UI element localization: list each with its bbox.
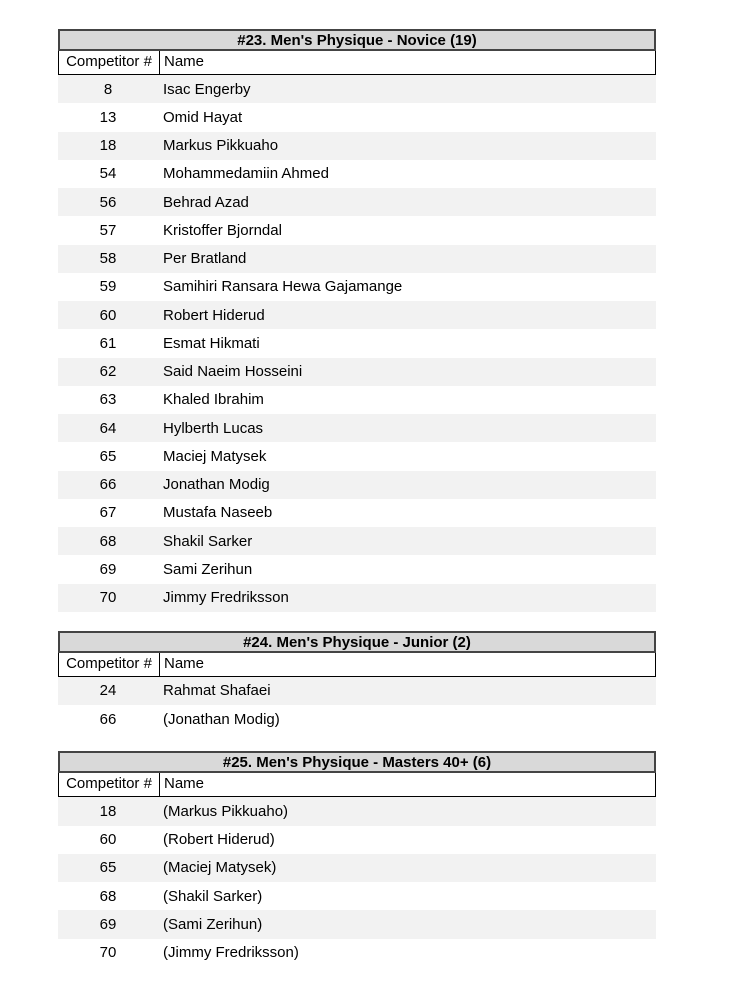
category-section-25 [58,751,656,967]
table-row [58,273,656,301]
table-row [58,677,656,705]
table-row [58,442,656,470]
table-row [58,386,656,414]
category-title: #25. Men's Physique - Masters 40+ (6) [58,751,656,773]
competitor-number: 69 [99,560,117,578]
table-row [58,910,656,938]
competitor-list-page [58,29,656,985]
competitor-number: 66 [99,710,117,728]
table-row [58,555,656,583]
competitor-name: Behrad Azad [163,193,249,211]
competitor-number: 8 [103,80,113,98]
table-row [58,132,656,160]
competitor-number: 70 [99,589,117,607]
competitor-number: 54 [99,165,117,183]
column-header-row [58,653,656,677]
competitor-name: Maciej Matysek [163,447,267,465]
competitor-number: 56 [99,193,117,211]
table-row [58,414,656,442]
competitor-name: Sami Zerihun [163,560,253,578]
competitor-number: 60 [99,306,117,324]
competitor-name: Kristoffer Bjorndal [163,221,282,239]
column-header-row [58,773,656,797]
competitor-name: Robert Hiderud [163,306,265,324]
table-row [58,103,656,131]
competitor-name: (Sami Zerihun) [163,915,263,933]
column-header-row [58,51,656,75]
competitor-rows [58,797,656,967]
name-header: Name [164,53,205,70]
name-header: Name [164,654,205,672]
category-title: #23. Men's Physique - Novice (19) [58,29,656,51]
table-row [58,160,656,188]
competitor-number-header: Competitor # [59,51,160,74]
competitor-number: 67 [99,504,117,522]
competitor-number: 68 [99,887,117,905]
competitor-rows [58,677,656,734]
competitor-number: 58 [99,250,117,268]
competitor-name: Jonathan Modig [163,476,270,494]
competitor-number: 62 [99,363,117,381]
competitor-number-header: Competitor # [59,773,160,796]
competitor-name: (Jonathan Modig) [163,710,280,728]
competitor-number: 18 [99,137,117,155]
competitor-number: 61 [99,334,117,352]
competitor-name: Shakil Sarker [163,532,253,550]
table-row [58,471,656,499]
table-row [58,216,656,244]
competitor-name: (Markus Pikkuaho) [163,802,289,820]
competitor-name: (Jimmy Fredriksson) [163,944,299,962]
category-title: #24. Men's Physique - Junior (2) [58,631,656,653]
competitor-number: 13 [99,108,117,126]
competitor-number: 66 [99,476,117,494]
competitor-number: 65 [99,447,117,465]
competitor-name: (Shakil Sarker) [163,887,263,905]
competitor-number: 70 [99,944,117,962]
competitor-number: 24 [99,682,117,700]
competitor-name: Mohammedamiin Ahmed [163,165,329,183]
table-row [58,854,656,882]
table-row [58,499,656,527]
competitor-name: Hylberth Lucas [163,419,264,437]
name-header: Name [164,775,205,793]
table-row [58,329,656,357]
competitor-number: 18 [99,802,117,820]
competitor-name: Isac Engerby [163,80,251,98]
competitor-name: Khaled Ibrahim [163,391,264,409]
table-row [58,245,656,273]
competitor-number-header: Competitor # [59,653,160,676]
competitor-number: 64 [99,419,117,437]
competitor-number: 68 [99,532,117,550]
table-row [58,705,656,733]
table-row [58,358,656,386]
competitor-name: Omid Hayat [163,108,243,126]
category-section-23 [58,29,656,612]
table-row [58,797,656,825]
competitor-rows [58,75,656,612]
table-row [58,188,656,216]
table-row [58,826,656,854]
competitor-name: Esmat Hikmati [163,334,260,352]
table-row [58,527,656,555]
competitor-name: Per Bratland [163,250,247,268]
competitor-name: Jimmy Fredriksson [163,589,289,607]
competitor-name: Rahmat Shafaei [163,682,271,700]
table-row [58,882,656,910]
table-row [58,584,656,612]
competitor-name: (Robert Hiderud) [163,831,275,849]
competitor-name: (Maciej Matysek) [163,859,277,877]
competitor-number: 65 [99,859,117,877]
table-row [58,75,656,103]
competitor-number: 69 [99,915,117,933]
table-row [58,939,656,967]
competitor-name: Mustafa Naseeb [163,504,273,522]
competitor-name: Samihiri Ransara Hewa Gajamange [163,278,403,296]
table-row [58,301,656,329]
competitor-number: 60 [99,831,117,849]
competitor-name: Markus Pikkuaho [163,137,279,155]
competitor-number: 63 [99,391,117,409]
category-section-24 [58,631,656,734]
competitor-name: Said Naeim Hosseini [163,363,303,381]
competitor-number: 57 [99,221,117,239]
competitor-number: 59 [99,278,117,296]
